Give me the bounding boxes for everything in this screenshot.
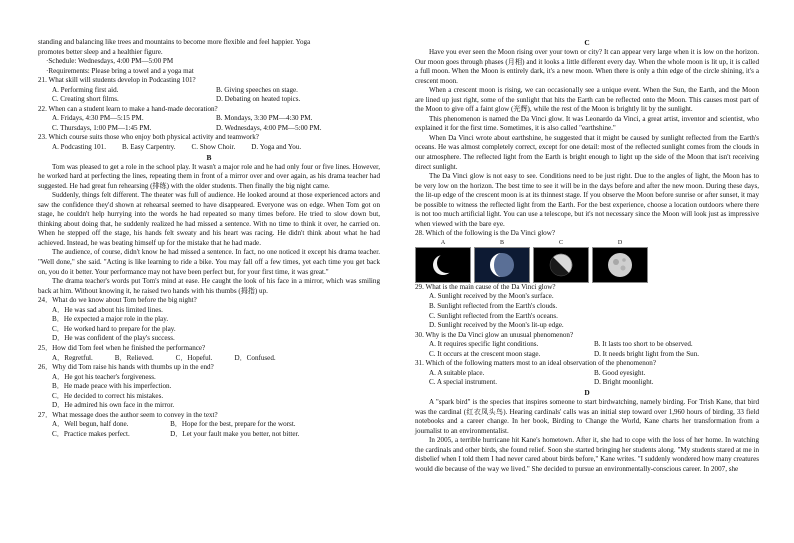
moon-figure-a [415, 239, 471, 283]
option: D. Wednesdays, 4:00 PM—5:00 PM. [216, 123, 322, 132]
question-22: 22. When can a student learn to make a hand-made decoration? [38, 104, 218, 113]
question-23: 23. Which course suits those who enjoy both physical activity and teamwork? [38, 133, 259, 142]
question-21-options [38, 86, 380, 105]
question-24: 24．What do we know about Tom before the big night? [38, 296, 197, 305]
option: A．He was sad about his limited lines. [52, 305, 163, 314]
option: C. It occurs at the crescent moon stage. [429, 349, 541, 358]
passage-b-paragraph: Tom was pleased to get a role in the school play. It wasn't a major role and he had only four or five lines. However, he worked hard at perfecting the lines, repeating them in front of a mirror over and over again, as his drama teacher had suggested. He had great fun rehearsing (排练) with the older students. Then finally the big night came. [38, 162, 380, 190]
passage-d-paragraph: A "spark bird" is the species that inspires someone to start birdwatching, namely birding. For Trish Kane, that bird was the cardinal (红衣凤头鸟). Hearing cardinals' calls was an initial step toward over 1,960 hours of birding, 33 field notebooks and a career change. In her book, Birding to Change the World, Kane charts her transformation from a journalist to an environmentalist. [415, 397, 759, 435]
option: C．He worked hard to prepare for the play. [52, 324, 176, 333]
option: C. A special instrument. [429, 378, 497, 387]
gibbous-moon-icon [547, 251, 575, 279]
moon-figure-row [415, 239, 759, 283]
question-23-options [38, 143, 380, 153]
full-moon-icon [605, 250, 635, 280]
option: A. Sunlight received by the Moon's surface. [429, 292, 554, 301]
passage-c-paragraph: The Da Vinci glow is not easy to see. Conditions need to be just right. Due to the angles of light, the Moon has to be very low on the horizon. The best time to see it will be in the days before and after the new moon. During these days, the lit-up edge of the crescent moon is at its thinnest stage. If you observe the Moon before sunrise or after sunset, it may be possible to witness the reflected light from the Earth. For the best experience, choose a location outdoors where there is not too much artificial light. You can use a telescope, but it's not necessary since the Moon will look just as impressive when viewed with the bare eye. [415, 172, 759, 228]
option: A. It requires specific light conditions. [429, 340, 539, 349]
requirements-line: ·Requirements: Please bring a towel and a yoga mat [46, 66, 194, 75]
earthshine-moon-icon [487, 250, 517, 280]
earthshine-moon-image [474, 247, 530, 283]
question-30-options [415, 340, 759, 359]
option: B. Giving speeches on stage. [216, 85, 298, 94]
option: A. Performing first aid. [52, 85, 119, 94]
option: D．Confused. [234, 353, 276, 362]
section-d-heading: D [584, 387, 590, 397]
option: C．Hopeful. [175, 353, 213, 362]
crescent-moon-image [415, 247, 471, 283]
option: C．Practice makes perfect. [52, 429, 130, 438]
option: A. Fridays, 4:30 PM—5:15 PM. [52, 114, 144, 123]
question-25-options [38, 354, 380, 364]
right-column [415, 38, 759, 474]
option: C. Sunlight reflected from the Earth's oceans. [429, 311, 558, 320]
option: B．He expected a major role in the play. [52, 315, 169, 324]
passage-c-paragraph: Have you ever seen the Moon rising over your town or city? It can appear very large when it is low on the horizon. Our moon goes through phases (月相) and it looks a little different every day. When the whole moon is lit up, it is called a full moon. When the Moon is entirely dark, it's a new moon. When there is only a thin edge of the circle shining, it's a crescent moon. [415, 48, 759, 85]
option: B．Relieved. [114, 353, 154, 362]
option: C. Creating short films. [52, 95, 119, 104]
schedule-line: ·Schedule: Wednesdays, 4:00 PM—5:00 PM [46, 57, 174, 66]
option: D. Bright moonlight. [594, 378, 654, 387]
option: D．Let your fault make you better, not bitter. [170, 429, 300, 438]
half-moon-image [533, 247, 589, 283]
option: B．Hope for the best, prepare for the worst. [170, 420, 296, 429]
option: A. A suitable place. [429, 368, 485, 377]
moon-figure-c [533, 239, 589, 283]
question-25: 25．How did Tom feel when he finished the performance? [38, 343, 206, 352]
question-27: 27．What message does the author seem to convey in the text? [38, 410, 218, 419]
option: A. Podcasting 101. [52, 143, 106, 152]
option: C. Show Choir. [191, 143, 236, 152]
figure-label: A [440, 239, 446, 246]
option: D．He was confident of the play's success. [52, 334, 175, 343]
question-28: 28. Which of the following is the Da Vinci glow? [415, 229, 555, 238]
figure-label: B [499, 239, 504, 246]
option: A．Regretful. [52, 353, 93, 362]
question-30: 30. Why is the Da Vinci glow an unusual phenomenon? [415, 330, 574, 339]
option: B. Sunlight reflected from the Earth's clouds. [429, 302, 558, 311]
left-column [38, 38, 380, 439]
passage-c-paragraph: When Da Vinci wrote about earthshine, he suggested that it might be caused by sunlight reflected from the Earth's oceans. He was almost completely correct, except for one detail: most of the reflected sunlight comes from the clouds in our atmosphere. The reflected light from the Earth is bright enough to light up the side of the Moon that isn't receiving direct sunlight. [415, 133, 759, 171]
option: D. Sunlight received by the Moon's lit-up edge. [429, 321, 564, 330]
option: B．He made peace with his imperfection. [52, 382, 172, 391]
question-26: 26．Why did Tom raise his hands with thumbs up in the end? [38, 363, 214, 372]
intro-line-2: promotes better sleep and a healthier figure. [38, 47, 163, 56]
section-b-heading: B [206, 152, 212, 162]
option: B. It lasts too short to be observed. [594, 340, 693, 349]
passage-b-paragraph: The drama teacher's words put Tom's mind at ease. He caught the look of his face in a mirror, which was smiling back at him. Without knowing it, he raised two hands with his thumbs (拇指) up. [38, 277, 380, 295]
option: C. Thursdays, 1:00 PM—1:45 PM. [52, 123, 152, 132]
option: A．Well begun, half done. [52, 420, 129, 429]
option: B. Easy Carpentry. [122, 143, 176, 152]
question-27-options [38, 420, 380, 439]
option: D. It needs bright light from the Sun. [594, 349, 700, 358]
passage-c-paragraph: This phenomenon is named the Da Vinci glow. It was Leonardo da Vinci, a great artist, inventor and scientist, who explained it for the first time. Sometimes, it is also called "earthshine." [415, 114, 759, 133]
question-31: 31. Which of the following matters most to an ideal observation of the phenomenon? [415, 359, 657, 368]
section-c-heading: C [584, 38, 590, 47]
option: D．He admired his own face in the mirror. [52, 401, 175, 410]
option: D. Yoga and You. [251, 143, 302, 152]
option: D. Debating on heated topics. [216, 95, 301, 104]
option: B. Mondays, 3:30 PM—4:30 PM. [216, 114, 313, 123]
question-22-options [38, 114, 380, 133]
passage-d-paragraph: In 2005, a terrible hurricane hit Kane's hometown. After it, she had to cope with the loss of her home. In watching the cardinals and other birds, she found relief. Soon she started bringing her students along. "My students stared at me in disbelief when I told them I had never cared about birds before," Kane writes. "I suddenly wondered how many creatures would die because of the way we lived." She decided to pursue an environmentally-conscious career. In 2007, she [415, 436, 760, 473]
intro-line-1: standing and balancing like trees and mountains to become more flexible and feel happier. Yoga [38, 38, 311, 46]
figure-label: D [617, 239, 623, 246]
full-moon-image [592, 247, 648, 283]
figure-label: C [558, 239, 563, 246]
crescent-moon-icon [430, 252, 456, 278]
question-21: 21. What skill will students develop in Podcasting 101? [38, 76, 196, 85]
passage-b-paragraph: The audience, of course, didn't know he had missed a sentence. In fact, no one noticed it except his drama teacher. "Well done," she said. "Acting is like learning to ride a bike. You may fall off a few times, yet each time you get back on, you do it better. Your performance may not have been perfect but, for your first time, it was great." [38, 248, 380, 276]
question-29: 29. What is the main cause of the Da Vinci glow? [415, 282, 556, 291]
moon-figure-d [592, 239, 648, 283]
passage-b-paragraph: Suddenly, things felt different. The theater was full of audience. He looked around at those experienced actors and saw the confidence they'd shown at rehearsal seemed to have disappeared. Everyone was on edge. When Tom got on stage, he couldn't help hurrying into the words he had repeated so many times before. He tried to slow down but, thinking about doing that, he suddenly realized he had missed a sentence. With no time to think it over, he carried on. When he stepped off the stage, his hands felt sweaty and his heart was racing. He didn't think about what he had achieved. Instead, he was beating himself up for the mistake that he had made. [38, 191, 380, 247]
passage-c-paragraph: When a crescent moon is rising, we can occasionally see a unique event. When the Sun, the Earth, and the Moon are lined up just right, some of the sunlight that hits the Earth can be reflected onto the Moon. This causes most part of the Moon to give off a faint glow (光辉), while the rest of the Moon is brightly lit by the sunlight. [415, 86, 759, 114]
option: A．He got his teacher's forgiveness. [52, 372, 156, 381]
moon-figure-b [474, 239, 530, 283]
option: C．He decided to correct his mistakes. [52, 391, 164, 400]
option: B. Good eyesight. [594, 368, 646, 377]
question-31-options [415, 369, 759, 388]
